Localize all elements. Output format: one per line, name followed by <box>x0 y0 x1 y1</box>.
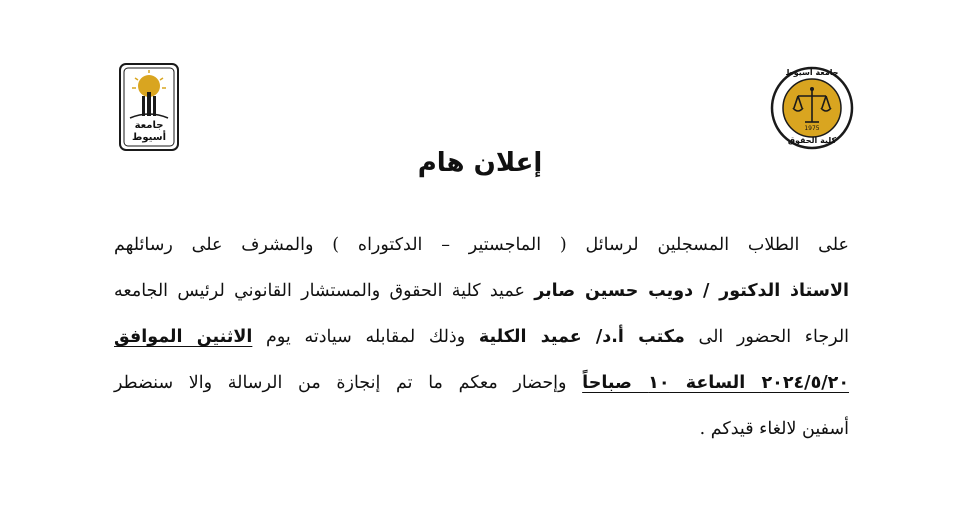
announcement-line <box>114 406 849 452</box>
emphasized-text: ٢٠٢٤/٥/٢٠ الساعة ١٠ صباحاً <box>582 373 850 393</box>
seal-bottom-text: كلية الحقوق <box>787 136 837 145</box>
line-text: وإحضار معكم ما تم إنجازة من الرسالة والا سنضطر <box>114 373 583 393</box>
announcement-line <box>114 222 849 268</box>
announcement-line <box>114 360 849 406</box>
logo-left-text: جامعة أسيوط <box>132 120 166 143</box>
seal-year: 1975 <box>804 125 820 132</box>
announcement-line <box>114 314 849 360</box>
assiut-university-logo <box>118 62 180 152</box>
announcement-body <box>114 222 849 452</box>
emphasized-text: الاثنين الموافق <box>114 327 253 347</box>
line-text: على الطلاب المسجلين لرسائل ( الماجستير – الدكتوراه ) والمشرف على رسائلهم <box>114 235 849 255</box>
line-text: عميد كلية الحقوق والمستشار القانوني لرئيس الجامعه <box>114 281 535 301</box>
announcement-line <box>114 268 849 314</box>
line-text: أسفين لالغاء قيدكم . <box>699 419 849 439</box>
emphasized-text: الاستاذ الدكتور / دويب حسين صابر <box>534 281 849 301</box>
line-text: وذلك لمقابله سيادته يوم <box>252 327 479 347</box>
line-text: الرجاء الحضور الى <box>684 327 850 347</box>
faculty-of-law-seal <box>770 66 854 150</box>
emphasized-text: مكتب أ.د/ عميد الكلية <box>478 327 685 347</box>
seal-top-text: جامعة أسيوط <box>785 68 839 77</box>
page-title: إعلان هام <box>417 148 543 178</box>
